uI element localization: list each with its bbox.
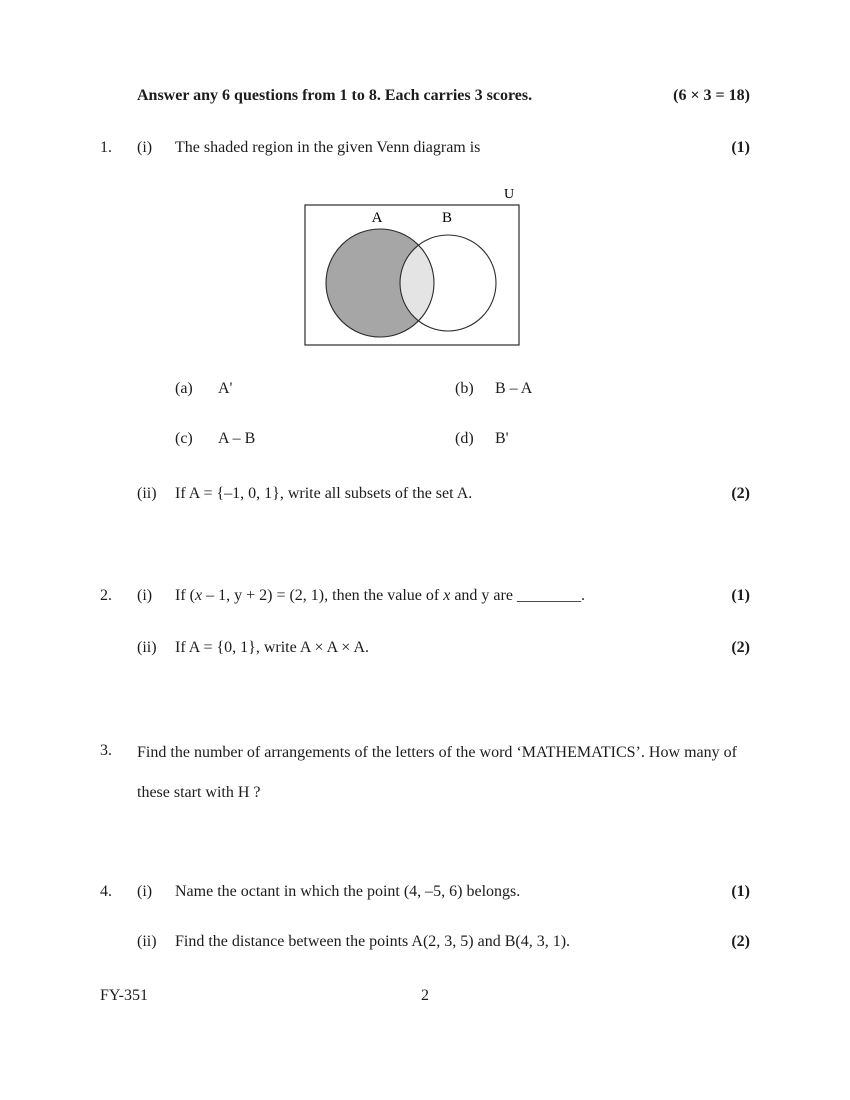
question-2-part-i (100, 587, 750, 605)
question-text (175, 587, 721, 605)
variable-x: x (443, 587, 451, 604)
instruction-marks: (6 × 3 = 18) (673, 87, 750, 104)
question-3-text: Find the number of arrangements of the letters of the word ‘MATHEMATICS’. How many of these start with H ? (137, 744, 737, 801)
header-instruction-row (137, 87, 750, 105)
marks-badge: (1) (731, 883, 750, 900)
universe-label: U (503, 187, 515, 202)
question-number: 1. (100, 139, 112, 156)
part-label: (ii) (137, 485, 157, 502)
question-4-part-i (100, 883, 750, 901)
option-a-label: (a) (175, 380, 193, 397)
part-label: (i) (137, 883, 153, 900)
q1-options-row-2 (100, 430, 750, 448)
venn-diagram-figure (300, 183, 525, 348)
option-c-label: (c) (175, 430, 193, 447)
set-a-label: A (371, 210, 383, 226)
q1-options-row-1 (100, 380, 750, 398)
option-b-label: (b) (455, 380, 474, 397)
text-segment: and y are ________. (450, 587, 585, 604)
venn-diagram (300, 183, 525, 348)
marks-badge: (1) (731, 139, 750, 156)
set-b-label: B (441, 210, 453, 226)
text-segment: If ( (175, 587, 195, 604)
marks-badge: (2) (731, 639, 750, 656)
question-text: If A = {0, 1}, write A × A × A. (175, 639, 369, 656)
variable-x: x (194, 587, 203, 604)
part-label: (ii) (137, 639, 157, 656)
option-b-text: B – A (495, 380, 533, 397)
option-d-text: B' (495, 430, 509, 447)
part-label: (ii) (137, 933, 157, 950)
page-number: 2 (421, 987, 429, 1004)
option-d-label: (d) (455, 430, 474, 447)
question-1-part-i (100, 139, 750, 157)
question-1-part-ii (100, 485, 750, 503)
option-c-text: A – B (218, 430, 256, 447)
question-text: The shaded region in the given Venn diagram is (175, 139, 481, 156)
marks-badge: (1) (731, 587, 750, 604)
question-text: Name the octant in which the point (4, –5, 6) belongs. (175, 883, 521, 900)
question-text: Find the distance between the points A(2, 3, 5) and B(4, 3, 1). (175, 933, 571, 950)
instruction-text: Answer any 6 questions from 1 to 8. Each carries 3 scores. (137, 87, 533, 104)
paper-code: FY-351 (100, 987, 149, 1004)
question-number: 3. (100, 742, 112, 759)
text-segment: – 1, y + 2) = (2, 1), then the value of (202, 587, 444, 604)
marks-badge: (2) (731, 485, 750, 502)
marks-badge: (2) (731, 933, 750, 950)
question-text: If A = {–1, 0, 1}, write all subsets of the set A. (175, 485, 473, 502)
part-label: (i) (137, 139, 153, 156)
part-label: (i) (137, 587, 153, 604)
option-a-text: A' (218, 380, 233, 397)
question-2-part-ii (100, 639, 750, 657)
question-number: 4. (100, 883, 112, 900)
question-number: 2. (100, 587, 112, 604)
question-4-part-ii (100, 933, 750, 951)
